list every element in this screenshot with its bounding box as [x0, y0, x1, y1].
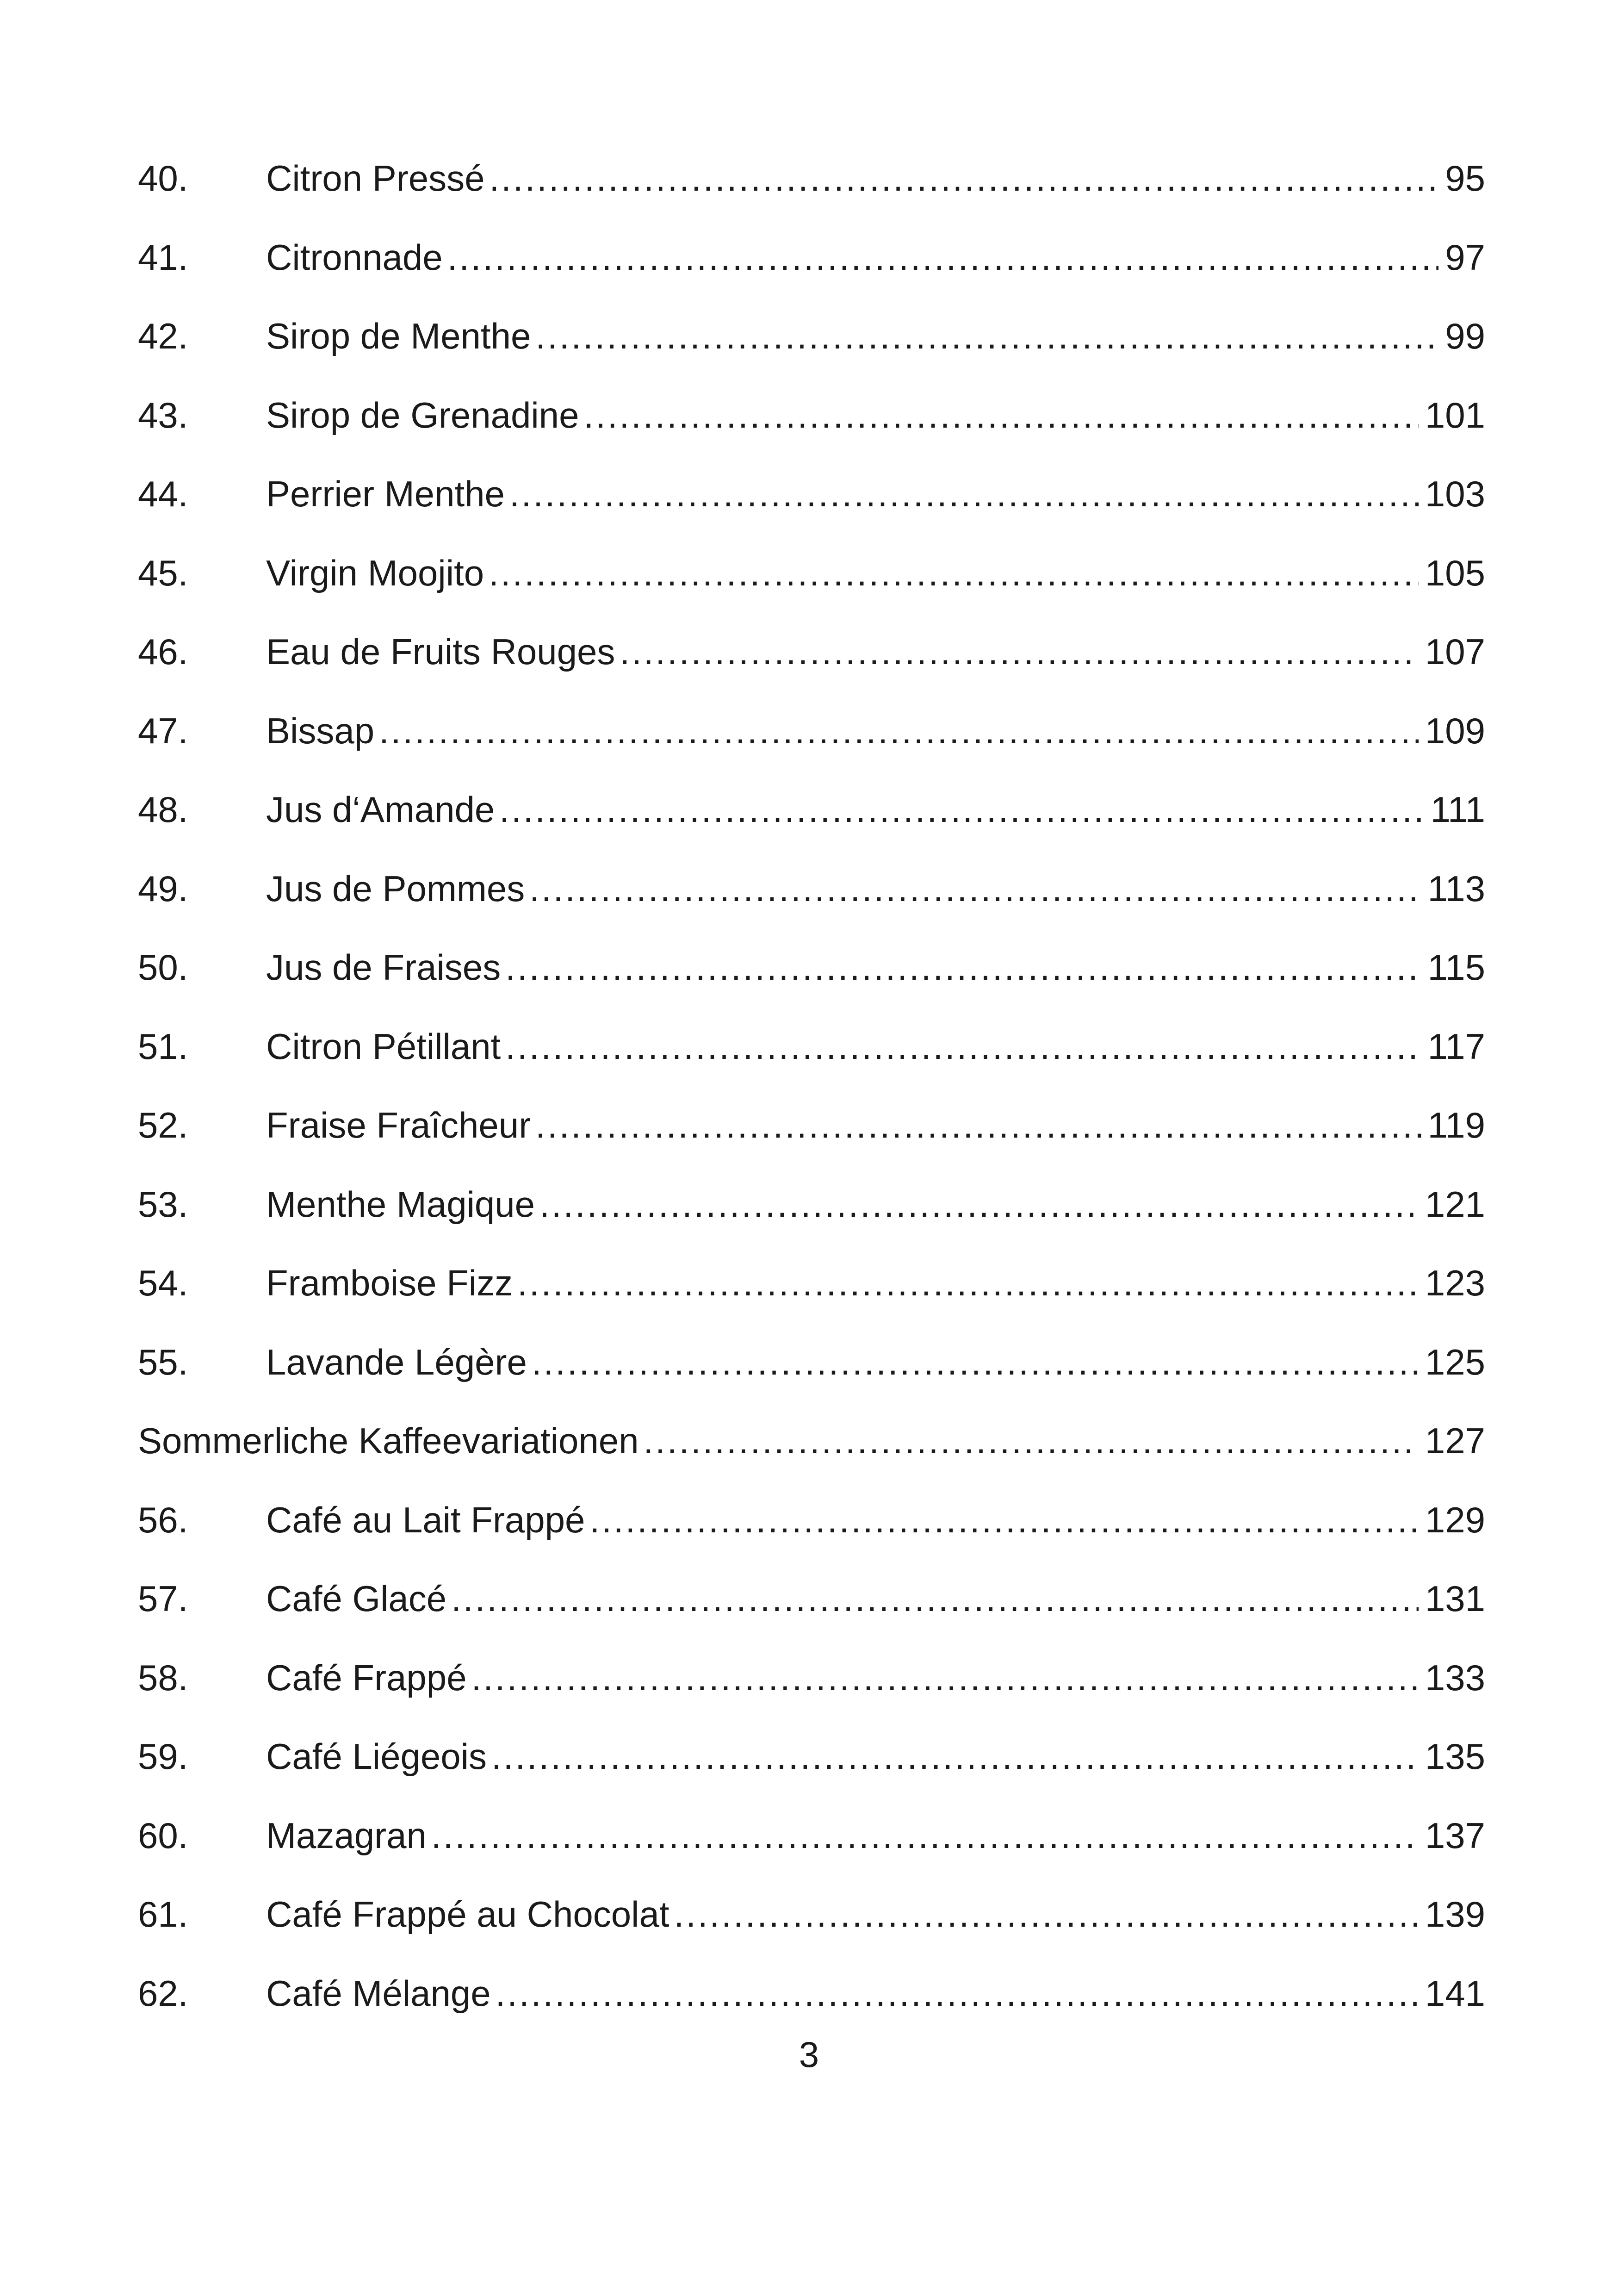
- toc-entry-page: 141: [1425, 1972, 1485, 2014]
- toc-entry-page: 109: [1425, 710, 1485, 751]
- toc-entry-title: Sirop de Menthe: [266, 316, 531, 357]
- toc-entry-title: Sirop de Grenadine: [266, 394, 579, 436]
- toc-entry: [138, 1796, 1485, 1875]
- toc-entry: [138, 139, 1485, 218]
- dot-leader: [535, 1107, 1421, 1143]
- dot-leader: [539, 1186, 1419, 1222]
- toc-entry-title: Mazagran: [266, 1815, 427, 1856]
- dot-leader: [451, 1580, 1419, 1617]
- dot-leader: [535, 318, 1438, 354]
- toc-entry: [138, 1954, 1485, 2033]
- toc-entry: [138, 1559, 1485, 1638]
- toc-entry-page: 123: [1425, 1263, 1485, 1304]
- toc-entry: [138, 770, 1485, 849]
- toc-entry-title: Citronnade: [266, 236, 443, 278]
- toc-entry-page: 127: [1425, 1420, 1485, 1462]
- toc-entry-number: 51.: [138, 1026, 188, 1067]
- toc-entry-page: 117: [1427, 1026, 1485, 1067]
- toc-section-heading: [138, 1401, 1485, 1481]
- dot-leader: [583, 397, 1418, 433]
- dot-leader: [589, 1502, 1418, 1538]
- toc-entry-number: 47.: [138, 710, 188, 751]
- toc-entry-page: 139: [1425, 1894, 1485, 1935]
- dot-leader: [447, 239, 1439, 275]
- dot-leader: [505, 949, 1421, 985]
- toc-entry-number: 40.: [138, 158, 188, 199]
- toc-entry: [138, 534, 1485, 613]
- toc-entry-page: 99: [1445, 316, 1485, 357]
- toc-entry-page: 115: [1427, 947, 1485, 988]
- toc-entry: [138, 1165, 1485, 1244]
- toc-entry-title: Lavande Légère: [266, 1341, 527, 1382]
- dot-leader: [490, 160, 1439, 196]
- dot-leader: [517, 1265, 1419, 1301]
- toc-entry-number: 54.: [138, 1263, 188, 1304]
- toc-section-title: Sommerliche Kaffeevariationen: [138, 1420, 639, 1462]
- toc-entry-page: 133: [1425, 1657, 1485, 1698]
- toc-entry-page: 137: [1425, 1815, 1485, 1856]
- toc-entry-title: Eau de Fruits Rouges: [266, 631, 615, 672]
- toc-entry-number: 58.: [138, 1657, 188, 1698]
- dot-leader: [529, 871, 1421, 907]
- toc-entry-page: 119: [1427, 1105, 1485, 1146]
- dot-leader: [674, 1896, 1419, 1932]
- toc-entry-title: Jus de Pommes: [266, 868, 525, 909]
- toc-entry-number: 53.: [138, 1183, 188, 1225]
- toc-entry-title: Café Frappé au Chocolat: [266, 1894, 670, 1935]
- toc-entry-title: Bissap: [266, 710, 375, 751]
- toc-entry-number: 48.: [138, 789, 188, 830]
- toc-entry-title: Café au Lait Frappé: [266, 1499, 585, 1540]
- toc-entry-number: 44.: [138, 473, 188, 515]
- dot-leader: [509, 476, 1419, 512]
- toc-entry-page: 103: [1425, 473, 1485, 515]
- toc-entry: [138, 1481, 1485, 1560]
- toc-entry-title: Café Liégeois: [266, 1736, 487, 1777]
- dot-leader: [431, 1817, 1419, 1854]
- toc-entry-title: Jus de Fraises: [266, 947, 501, 988]
- toc-entry-page: 113: [1427, 868, 1485, 909]
- toc-entry: [138, 928, 1485, 1007]
- toc-entry-number: 46.: [138, 631, 188, 672]
- toc-entry-number: 50.: [138, 947, 188, 988]
- toc-entry-title: Café Glacé: [266, 1578, 447, 1619]
- toc-entry: [138, 1323, 1485, 1402]
- dot-leader: [471, 1660, 1419, 1696]
- toc-entry-title: Café Mélange: [266, 1972, 491, 2014]
- toc-entry-page: 105: [1425, 552, 1485, 593]
- toc-entry-page: 121: [1425, 1183, 1485, 1225]
- toc-entry: [138, 218, 1485, 297]
- toc-entry-title: Perrier Menthe: [266, 473, 505, 515]
- toc-entry-number: 41.: [138, 236, 188, 278]
- toc-entry-title: Citron Pétillant: [266, 1026, 501, 1067]
- toc-entry-page: 135: [1425, 1736, 1485, 1777]
- dot-leader: [379, 713, 1419, 749]
- toc-entry: [138, 691, 1485, 771]
- toc-entry-page: 125: [1425, 1341, 1485, 1382]
- toc-entry-title: Café Frappé: [266, 1657, 467, 1698]
- table-of-contents: [138, 139, 1485, 2033]
- toc-entry: [138, 1086, 1485, 1165]
- toc-entry: [138, 1638, 1485, 1717]
- toc-entry-number: 60.: [138, 1815, 188, 1856]
- toc-entry-page: 97: [1445, 236, 1485, 278]
- toc-entry-number: 42.: [138, 316, 188, 357]
- toc-entry: [138, 454, 1485, 534]
- toc-entry-title: Fraise Fraîcheur: [266, 1105, 531, 1146]
- toc-entry-title: Virgin Moojito: [266, 552, 484, 593]
- toc-entry-title: Framboise Fizz: [266, 1263, 513, 1304]
- toc-entry-page: 107: [1425, 631, 1485, 672]
- dot-leader: [532, 1344, 1419, 1380]
- dot-leader: [491, 1738, 1419, 1774]
- toc-entry: [138, 612, 1485, 691]
- toc-entry: [138, 297, 1485, 376]
- toc-entry-title: Menthe Magique: [266, 1183, 535, 1225]
- toc-entry-number: 56.: [138, 1499, 188, 1540]
- toc-entry-page: 131: [1425, 1578, 1485, 1619]
- dot-leader: [496, 1975, 1419, 2011]
- toc-entry-number: 45.: [138, 552, 188, 593]
- toc-entry-number: 55.: [138, 1341, 188, 1382]
- toc-entry-page: 129: [1425, 1499, 1485, 1540]
- dot-leader: [489, 555, 1419, 591]
- toc-entry-number: 43.: [138, 394, 188, 436]
- toc-entry-title: Jus d‘Amande: [266, 789, 495, 830]
- dot-leader: [499, 791, 1424, 828]
- toc-entry-number: 57.: [138, 1578, 188, 1619]
- toc-entry-number: 61.: [138, 1894, 188, 1935]
- dot-leader: [505, 1028, 1421, 1064]
- toc-entry-number: 52.: [138, 1105, 188, 1146]
- toc-entry: [138, 1007, 1485, 1086]
- toc-entry-page: 101: [1425, 394, 1485, 436]
- toc-entry: [138, 376, 1485, 455]
- toc-entry: [138, 849, 1485, 928]
- toc-entry-number: 59.: [138, 1736, 188, 1777]
- toc-entry: [138, 1717, 1485, 1796]
- dot-leader: [643, 1423, 1418, 1459]
- toc-entry-page: 111: [1430, 789, 1485, 830]
- toc-entry-title: Citron Pressé: [266, 158, 485, 199]
- toc-entry-number: 49.: [138, 868, 188, 909]
- toc-entry-number: 62.: [138, 1972, 188, 2014]
- toc-entry: [138, 1244, 1485, 1323]
- dot-leader: [620, 634, 1418, 670]
- toc-entry-page: 95: [1445, 158, 1485, 199]
- toc-entry: [138, 1875, 1485, 1954]
- page-number: 3: [799, 2034, 819, 2075]
